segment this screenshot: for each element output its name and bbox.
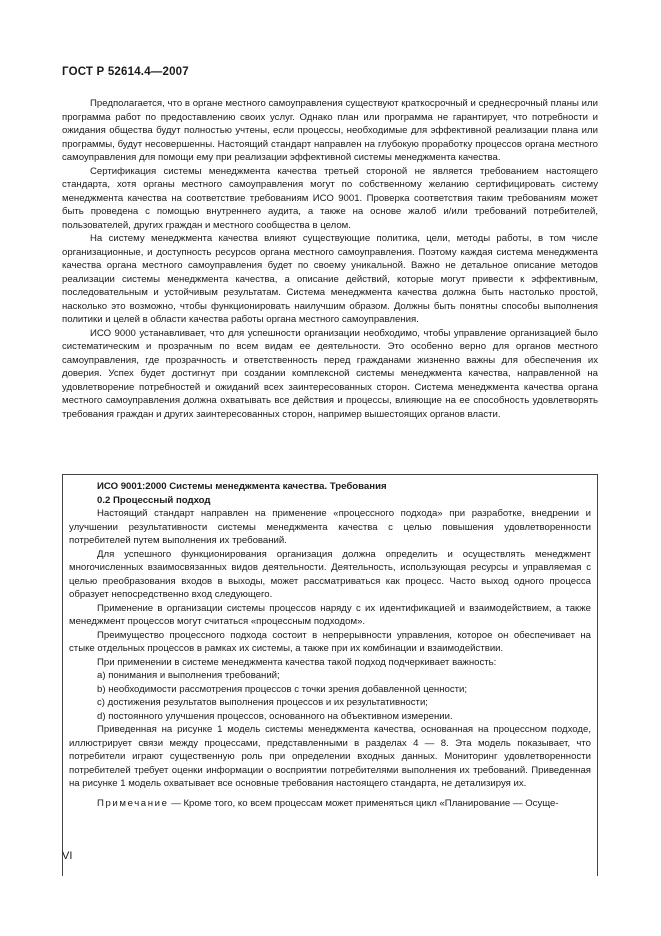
quoted-standard-box [62,474,598,876]
main-text [62,97,598,421]
list-item: a) понимания и выполнения требований; [97,670,280,681]
note-text: — Кроме того, ко всем процессам может применяться цикл «Планирование — Осуще- [168,797,559,809]
list-item: b) необходимости рассмотрения процессов с точки зрения добавленной ценности; [97,683,468,695]
quote-paragraph: Настоящий стандарт направлен на применение «процессного подхода» при разработке, внедрении и улучшении результативности системы менеджмента качества с целью повышения удовлетворенности потребителей путем выполнения их требований. [69,508,591,546]
list-item: d) постоянного улучшения процессов, основанного на объективном измерении. [97,710,453,722]
page-number: VI [62,850,73,862]
paragraph: ИСО 9000 устанавливает, что для успешности организации необходимо, чтобы управление организацией было систематическим и прозрачным по всем видам ее деятельности. Это особенно верно для органов местного самоуправления, где прозрачность и ответственность перед гражданами жизненно важны для обеспечения их доверия. Успех будет достигнут при создании комплексной системы менеджмента качества, направленной на удовлетворение потребностей и ожиданий всех заинтересованных сторон. Система менеджмента качества органа местного самоуправления должна охватывать все действия и процессы, влияющие на ее способность удовлетворять требования граждан и других заинтересованных сторон, например вышестоящих органов власти. [62,327,598,420]
document-header: ГОСТ Р 52614.4—2007 [62,66,189,78]
quote-paragraph: Применение в организации системы процессов наряду с их идентификацией и взаимодействием, а также менеджмент процессов могут считаться «процессным подходом». [69,602,591,627]
quote-paragraph: Преимущество процессного подхода состоит в непрерывности управления, которое он обеспечивает на стыке отдельных процессов в рамках их системы, а также при их комбинации и взаимодействии. [69,629,591,654]
quote-paragraph: При применении в системе менеджмента качества такой подход подчеркивает важность: [97,656,497,668]
quote-subtitle: 0.2 Процессный подход [97,494,211,506]
quote-title: ИСО 9001:2000 Системы менеджмента качества. Требования [97,481,387,492]
list-item: c) достижения результатов выполнения процессов и их результативности; [97,697,428,708]
paragraph: На систему менеджмента качества влияют существующие политика, цели, методы работы, в том числе организационные, и доступность ресурсов органа местного самоуправления. Поэтому каждая система менеджмента качества органа местного самоуправления будет по своему уникальной. Важно не детальное описание методов реализации системы менеджмента качества, а описание действий, которые могут привести к эффективным, последовательным и устойчивым результатам. Система менеджмента качества должна быть настолько простой, насколько это возможно, чтобы функционировать наилучшим образом. Должны быть понятны способы выполнения политики и целей в области качества работы органа местного самоуправления. [62,233,598,325]
paragraph: Предполагается, что в органе местного самоуправления существуют краткосрочный и среднесрочный планы или программа работ по предоставлению своих услуг. Однако план или программа не гарантирует, что потребности и ожидания общества будут полностью учтены, если процессы, необходимые для эффективной реализации плана или программы, будут несовершенны. Настоящий стандарт направлен на глубокую проработку процессов органа местного самоуправления для помощи ему при реализации эффективной системы менеджмента качества. [62,98,598,163]
quote-paragraph: Приведенная на рисунке 1 модель системы менеджмента качества, основанная на процессном подходе, иллюстрирует связи между процессами, представленными в разделах 4 — 8. Эта модель показывает, что потребители играют существенную роль при определении входных данных. Мониторинг удовлетворенности потребителей требует оценки информации о восприятии потребителями выполнения их требований. Приведенная на рисунке 1 модель охватывает все основные требования настоящего стандарта, не детализируя их. [69,724,591,789]
note [69,797,591,811]
paragraph: Сертификация системы менеджмента качества третьей стороной не является требованием настоящего стандарта, хотя органы местного самоуправления могут по собственному желанию сертифицировать систему менеджмента качества на соответствие требованиям ИСО 9001. Проверка соответствия таким требованиям может быть проведена с помощью внутреннего аудита, а также на основе жалоб и/или требований потребителей, пользователей, других граждан и местного сообщества в целом. [62,165,598,231]
note-label: Примечание [97,797,169,809]
quote-paragraph: Для успешного функционирования организация должна определить и осуществлять менеджмент многочисленных взаимосвязанных видов деятельности. Деятельность, использующая ресурсы и управляемая с целью преобразования входов в выходы, может рассматриваться как процесс. Часто выход одного процесса образует непосредственно вход следующего. [69,548,591,600]
